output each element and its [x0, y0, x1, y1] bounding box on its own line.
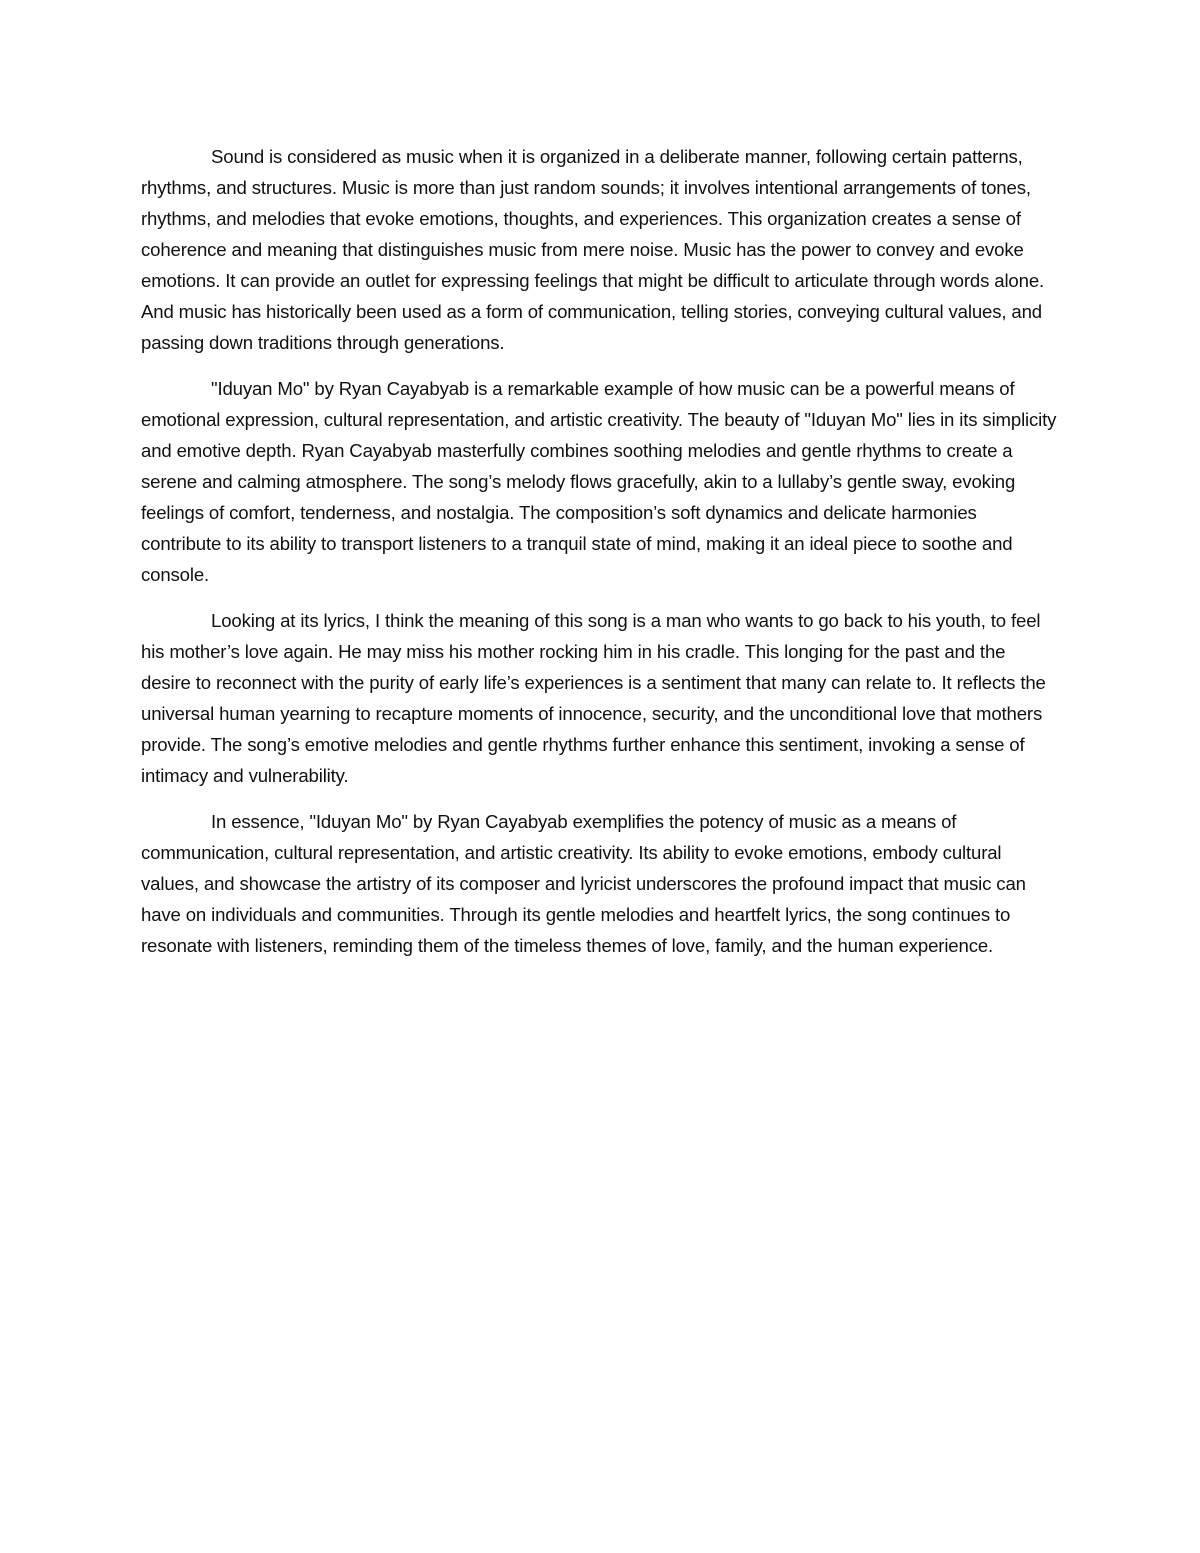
document-body [141, 141, 1059, 976]
paragraph-2: "Iduyan Mo" by Ryan Cayabyab is a remarkable example of how music can be a powerful means of emotional expression, cultural representation, and artistic creativity. The beauty of "Iduyan Mo" lies in its simplicity and emotive depth. Ryan Cayabyab masterfully combines soothing melodies and gentle rhythms to create a serene and calming atmosphere. The song’s melody flows gracefully, akin to a lullaby’s gentle sway, evoking feelings of comfort, tenderness, and nostalgia. The composition’s soft dynamics and delicate harmonies contribute to its ability to transport listeners to a tranquil state of mind, making it an ideal piece to soothe and console. [141, 378, 1057, 585]
paragraph-4: In essence, "Iduyan Mo" by Ryan Cayabyab exemplifies the potency of music as a means of communication, cultural representation, and artistic creativity. Its ability to evoke emotions, embody cultural values, and showcase the artistry of its composer and lyricist underscores the profound impact that music can have on individuals and communities. Through its gentle melodies and heartfelt lyrics, the song continues to resonate with listeners, reminding them of the timeless themes of love, family, and the human experience. [141, 811, 1026, 956]
paragraph-1: Sound is considered as music when it is organized in a deliberate manner, following certain patterns, rhythms, and structures. Music is more than just random sounds; it involves intentional arrangements of tones, rhythms, and melodies that evoke emotions, thoughts, and experiences. This organization creates a sense of coherence and meaning that distinguishes music from mere noise. Music has the power to convey and evoke emotions. It can provide an outlet for expressing feelings that might be difficult to articulate through words alone. And music has historically been used as a form of communication, telling stories, conveying cultural values, and passing down traditions through generations. [141, 146, 1045, 353]
paragraph-3: Looking at its lyrics, I think the meaning of this song is a man who wants to go back to his youth, to feel his mother’s love again. He may miss his mother rocking him in his cradle. This longing for the past and the desire to reconnect with the purity of early life’s experiences is a sentiment that many can relate to. It reflects the universal human yearning to recapture moments of innocence, security, and the unconditional love that mothers provide. The song’s emotive melodies and gentle rhythms further enhance this sentiment, invoking a sense of intimacy and vulnerability. [141, 610, 1046, 786]
